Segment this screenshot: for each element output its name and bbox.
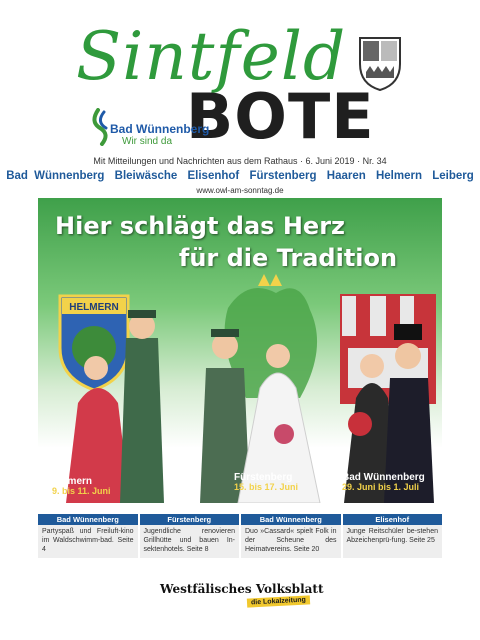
website-url: www.owl-am-sonntag.de — [196, 186, 284, 195]
location-badge-bad-wuennenberg — [342, 472, 425, 493]
town-fuerstenberg: Fürstenberg — [249, 170, 317, 182]
teaser-text: Junge Reitschüler be-stehen Abzeichenprü-fung. Seite 25 — [346, 528, 438, 544]
teaser-row — [38, 514, 442, 558]
location-date: 15. bis 17. Juni — [234, 482, 299, 492]
municipality-tagline: Wir sind da — [122, 136, 173, 147]
town-bleiwaesche: Bleiwäsche — [114, 170, 178, 182]
location-badge-fuerstenberg — [234, 472, 298, 493]
helmern-sign-text: HELMERN — [69, 302, 119, 313]
teaser-title: Bad Wünnenberg — [241, 514, 341, 525]
town-helmern: Helmern — [375, 170, 422, 182]
location-date: 29. Juni bis 1. Juli — [342, 482, 420, 492]
cover-headline-line2: für die Tradition — [178, 244, 398, 272]
location-badge-helmern — [52, 476, 111, 497]
town-elisenhof: Elisenhof — [187, 170, 240, 182]
teaser-box[interactable] — [241, 514, 341, 558]
teaser-text: Duo »Cassard« spielt Folk in der Scheune des Heimatvereins. Seite 20 — [245, 528, 337, 553]
teaser-title: Fürstenberg — [140, 514, 240, 525]
issue-subline: Mit Mitteilungen und Nachrichten aus dem Rathaus · 6. Juni 2019 · Nr. 34 — [93, 156, 387, 166]
teaser-box[interactable] — [343, 514, 443, 558]
teaser-box[interactable] — [140, 514, 240, 558]
location-date: 9. bis 11. Juni — [52, 486, 111, 496]
cover-photo — [38, 198, 442, 503]
teaser-box[interactable] — [38, 514, 138, 558]
town-leiberg: Leiberg — [432, 170, 474, 182]
publisher-tagline: die Lokalzeitung — [247, 595, 310, 607]
teaser-title: Elisenhof — [343, 514, 443, 525]
coat-of-arms-icon — [356, 34, 404, 92]
teaser-title: Bad Wünnenberg — [38, 514, 138, 525]
teaser-text: Jugendliche renovieren Grillhütte und bauen In-sektenhotels. Seite 8 — [143, 528, 235, 553]
masthead-title-script: Sintfeld — [76, 18, 347, 95]
cover-headline-line1: Hier schlägt das Herz — [55, 212, 345, 240]
masthead — [0, 0, 480, 200]
publisher-name: Westfälisches Volksblatt — [160, 582, 324, 596]
location-name: Fürstenberg — [234, 472, 293, 483]
location-name: Helmern — [52, 476, 93, 487]
location-name: Bad Wünnenberg — [342, 472, 425, 483]
town-haaren: Haaren — [326, 170, 366, 182]
publisher-logo — [160, 582, 324, 610]
town-bad-wuennenberg: Bad Wünnenberg — [6, 170, 105, 182]
masthead-title-block: BOTE — [186, 80, 375, 153]
teaser-text: Partyspaß und Freiluft-kino im Waldschwimm-bad. Seite 4 — [42, 528, 134, 553]
municipality-logo — [88, 108, 210, 148]
municipality-name: Bad Wünnenberg — [110, 122, 210, 136]
town-list — [0, 170, 480, 182]
